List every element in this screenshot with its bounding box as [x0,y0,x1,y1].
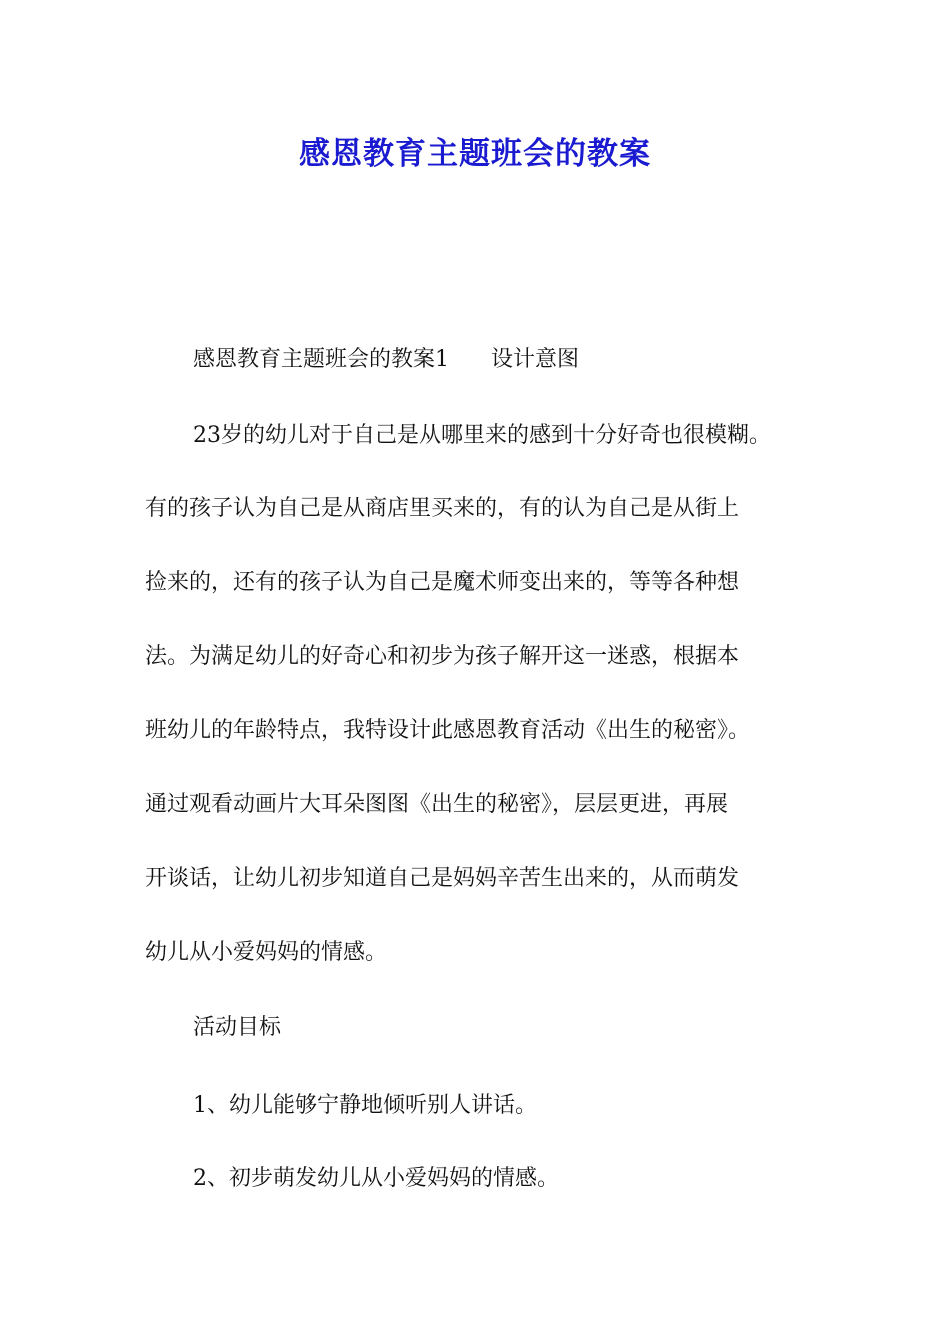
section-heading-label: 感恩教育主题班会的教案1 [193,347,449,372]
paragraph-line: 23岁的幼儿对于自己是从哪里来的感到十分好奇也很模糊。 [193,423,771,448]
goal-item: 1、幼儿能够宁静地倾听别人讲话。 [193,1093,537,1118]
paragraph-line: 幼儿从小爱妈妈的情感。 [145,940,388,965]
paragraph-line: 开谈话，让幼儿初步知道自己是妈妈辛苦生出来的，从而萌发 [145,866,740,891]
goal-item: 2、初步萌发幼儿从小爱妈妈的情感。 [193,1166,559,1191]
document-title: 感恩教育主题班会的教案 [299,136,651,172]
section-heading-sub: 设计意图 [491,347,580,372]
paragraph-line: 捡来的，还有的孩子认为自己是魔术师变出来的，等等各种想 [145,570,740,595]
goals-heading: 活动目标 [193,1015,282,1040]
paragraph-line: 通过观看动画片大耳朵图图《出生的秘密》，层层更进，再展 [145,792,729,817]
section-heading [193,344,579,376]
paragraph-line: 法。为满足幼儿的好奇心和初步为孩子解开这一迷惑，根据本 [145,644,740,669]
paragraph-line: 班幼儿的年龄特点，我特设计此感恩教育活动《出生的秘密》。 [145,718,751,743]
paragraph-line: 有的孩子认为自己是从商店里买来的，有的认为自己是从街上 [145,496,740,521]
